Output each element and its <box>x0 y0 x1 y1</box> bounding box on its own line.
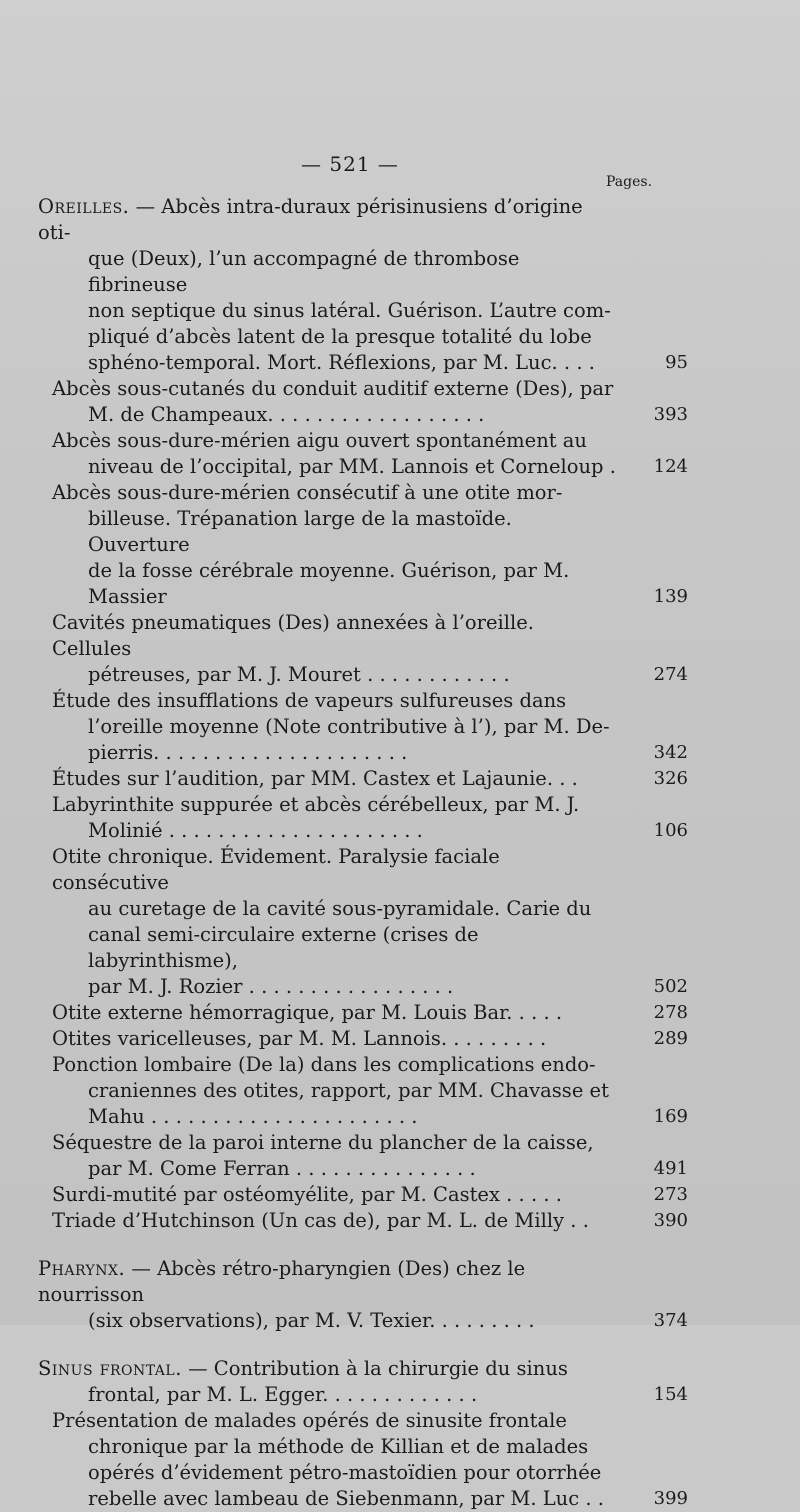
toc-entry-line: M. de Champeaux. . . . . . . . . . . . . . . . . . <box>88 403 485 426</box>
toc-entry-line: pétreuses, par M. J. Mouret . . . . . . . . . . . . <box>88 663 510 686</box>
page-reference: 124 <box>653 456 688 477</box>
toc-entry-line: Otites varicelleuses, par M. M. Lannois. . . . . . . . . <box>52 1027 547 1050</box>
toc-entry <box>38 1000 688 1026</box>
toc-entry-line: chronique par la méthode de Killian et de malades <box>88 1435 589 1458</box>
toc-entry-line: Otite chronique. Évidement. Paralysie faciale consécutive <box>52 845 500 894</box>
pages-column-label: Pages. <box>606 174 653 190</box>
toc-entry-line: Ponction lombaire (De la) dans les complications endo- <box>52 1053 596 1076</box>
toc-entry-line: Otite externe hémorragique, par M. Louis Bar. . . . . <box>52 1001 563 1024</box>
toc-entry-line: rebelle avec lambeau de Siebenmann, par M. Luc . . <box>88 1487 604 1510</box>
toc-entry-line: pliqué d’abcès latent de la presque totalité du lobe <box>88 325 592 348</box>
page-reference: 342 <box>653 742 688 763</box>
section-heading: Sinus frontal. <box>38 1357 182 1380</box>
page-reference: 139 <box>653 586 688 607</box>
page-reference: 274 <box>653 664 688 685</box>
toc-entry <box>38 1052 688 1130</box>
toc-entry-line: sphéno-temporal. Mort. Réflexions, par M. Luc. . . . <box>88 351 595 374</box>
page-reference: 154 <box>653 1384 688 1405</box>
toc-entry-text: Abcès rétro-pharyngien (Des) chez le nourrisson <box>38 1257 526 1306</box>
page-reference: 106 <box>653 820 688 841</box>
toc-entry-line: l’oreille moyenne (Note contributive à l’), par M. De- <box>88 715 610 738</box>
toc-entry <box>38 610 688 688</box>
section-heading: Oreilles. <box>38 195 130 218</box>
toc-entry-line: non septique du sinus latéral. Guérison. L’autre com- <box>88 299 611 322</box>
toc-entry-line: Cavités pneumatiques (Des) annexées à l’oreille. Cellules <box>52 611 534 660</box>
section-gap <box>38 1334 618 1356</box>
page-reference: 502 <box>653 976 688 997</box>
toc-entry <box>38 480 688 610</box>
toc-entry-line: opérés d’évidement pétro-mastoïdien pour otorrhée <box>88 1461 602 1484</box>
toc-entry-text: Contribution à la chirurgie du sinus <box>213 1357 568 1380</box>
toc-entry <box>38 792 688 844</box>
toc-entry-line: frontal, par M. L. Egger. . . . . . . . . . . . . <box>88 1383 478 1406</box>
page-number: — 521 — <box>301 152 399 176</box>
toc-entry <box>38 844 688 1000</box>
toc-entry-line: au curetage de la cavité sous-pyramidale. Carie du <box>88 897 592 920</box>
toc-entry-line: Présentation de malades opérés de sinusite frontale <box>52 1409 567 1432</box>
table-of-contents <box>38 194 688 1512</box>
toc-entry <box>38 376 688 428</box>
toc-entry-line: Abcès sous-cutanés du conduit auditif externe (Des), par <box>52 377 614 400</box>
toc-entry-line: pierris. . . . . . . . . . . . . . . . . . . . . <box>88 741 408 764</box>
toc-entry <box>38 194 688 376</box>
toc-entry-line: niveau de l’occipital, par MM. Lannois et Corneloup . <box>88 455 616 478</box>
toc-entry-line: Molinié . . . . . . . . . . . . . . . . . . . . . <box>88 819 423 842</box>
section-gap <box>38 1234 618 1256</box>
toc-entry <box>38 1182 688 1208</box>
toc-entry-line: que (Deux), l’un accompagné de thrombose fibrineuse <box>88 247 520 296</box>
page-reference: 169 <box>653 1106 688 1127</box>
toc-entry-text: Abcès intra-duraux périsinusiens d’origine oti- <box>38 195 583 244</box>
toc-entry <box>38 428 688 480</box>
page-reference: 390 <box>653 1210 688 1231</box>
toc-entry-line: Mahu . . . . . . . . . . . . . . . . . . . . . . <box>88 1105 418 1128</box>
toc-entry <box>38 766 688 792</box>
toc-entry-line: billeuse. Trépanation large de la mastoïde. Ouverture <box>88 507 512 556</box>
page-reference: 278 <box>653 1002 688 1023</box>
page-reference: 289 <box>653 1028 688 1049</box>
page-reference: 393 <box>653 404 688 425</box>
toc-entry <box>38 1356 688 1408</box>
toc-entry <box>38 1256 688 1334</box>
section-heading: Pharynx. <box>38 1257 126 1280</box>
toc-entry-line: par M. J. Rozier . . . . . . . . . . . . . . . . . <box>88 975 454 998</box>
page-reference: 399 <box>653 1488 688 1509</box>
toc-entry <box>38 688 688 766</box>
toc-entry-line: Labyrinthite suppurée et abcès cérébelleux, par M. J. <box>52 793 580 816</box>
toc-entry <box>38 1208 688 1234</box>
toc-entry-line: Abcès sous-dure-mérien aigu ouvert spontanément au <box>52 429 587 452</box>
toc-entry-line: Surdi-mutité par ostéomyélite, par M. Castex . . . . . <box>52 1183 562 1206</box>
page-reference: 273 <box>653 1184 688 1205</box>
toc-entry-line: Pharynx. — Abcès rétro-pharyngien (Des) chez le nourrisson <box>38 1257 526 1306</box>
page-reference: 95 <box>665 352 688 373</box>
toc-entry-line: canal semi-circulaire externe (crises de labyrinthisme), <box>88 923 479 972</box>
toc-entry-line: par M. Come Ferran . . . . . . . . . . . . . . . <box>88 1157 476 1180</box>
page-reference: 374 <box>653 1310 688 1331</box>
toc-entry <box>38 1408 688 1512</box>
toc-entry-line: Triade d’Hutchinson (Un cas de), par M. L. de Milly . . <box>52 1209 589 1232</box>
toc-entry-line: Étude des insufflations de vapeurs sulfureuses dans <box>52 689 567 712</box>
toc-entry-line: Sinus frontal. — Contribution à la chirurgie du sinus <box>38 1357 568 1380</box>
toc-entry-line: Études sur l’audition, par MM. Castex et Lajaunie. . . <box>52 767 578 790</box>
toc-entry-line: de la fosse cérébrale moyenne. Guérison, par M. Massier <box>88 559 570 608</box>
toc-entry-line: craniennes des otites, rapport, par MM. Chavasse et <box>88 1079 609 1102</box>
page-reference: 326 <box>653 768 688 789</box>
toc-entry-line: Abcès sous-dure-mérien consécutif à une otite mor- <box>52 481 563 504</box>
toc-entry-line: Oreilles. — Abcès intra-duraux périsinusiens d’origine oti- <box>38 195 583 244</box>
page-reference: 491 <box>653 1158 688 1179</box>
toc-entry-line: (six observations), par M. V. Texier. . . . . . . . . <box>88 1309 535 1332</box>
toc-entry <box>38 1130 688 1182</box>
toc-entry-line: Séquestre de la paroi interne du plancher de la caisse, <box>52 1131 594 1154</box>
toc-entry <box>38 1026 688 1052</box>
